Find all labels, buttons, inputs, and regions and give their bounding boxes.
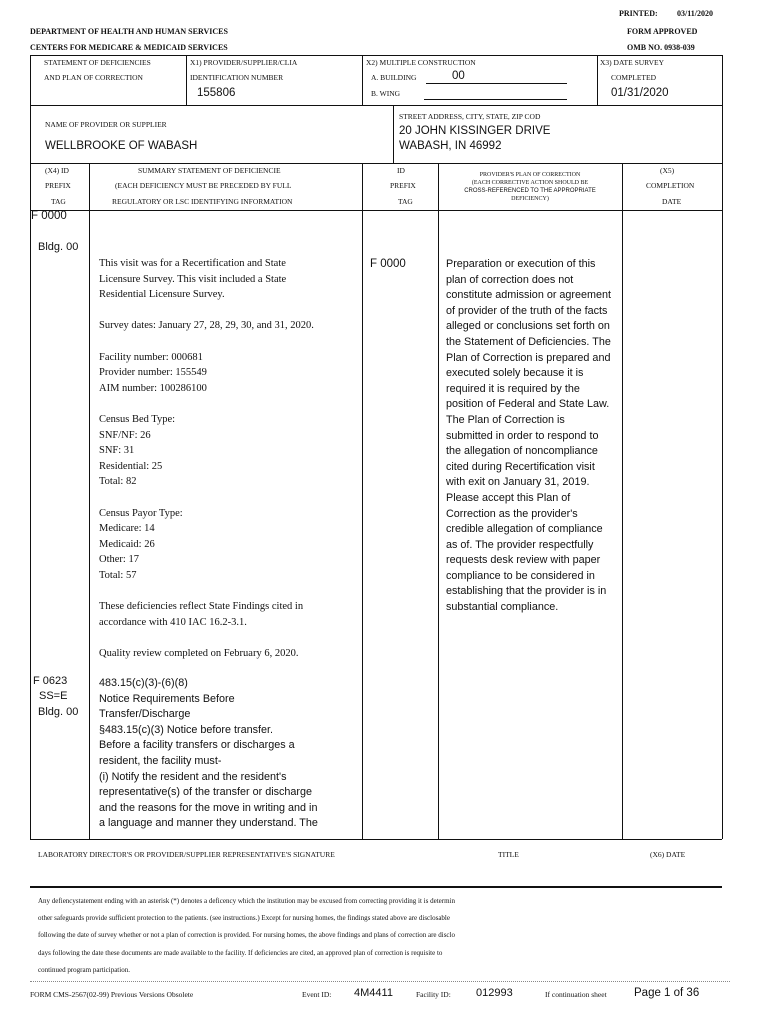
building-value: 00 — [452, 70, 465, 82]
department-title: DEPARTMENT OF HEALTH AND HUMAN SERVICES — [30, 27, 228, 36]
plan-header-2: (EACH CORRECTIVE ACTION SHOULD BE — [471, 180, 589, 186]
printed-label: PRINTED: — [619, 9, 658, 18]
x4-header-3: TAG — [51, 197, 66, 206]
f0623-line: (i) Notify the resident and the resident's — [99, 770, 287, 783]
plan-text — [446, 257, 622, 616]
plan-line: Correction as the provider's — [446, 507, 578, 520]
summary-line: Provider number: 155549 — [99, 367, 207, 379]
form-number: FORM CMS-2567(02-99) Previous Versions Obsolete — [30, 990, 194, 999]
summary-line: Survey dates: January 27, 28, 29, 30, and 31, 2020. — [99, 320, 314, 332]
facility-id-value: 012993 — [476, 987, 513, 999]
plan-header-4: DEFICIENCY) — [511, 196, 549, 202]
summary-line: Quality review completed on February 6, 2020. — [99, 647, 299, 659]
summary-line: Census Payor Type: — [99, 507, 183, 519]
form-approved: FORM APPROVED — [627, 27, 698, 36]
provider-name-label: NAME OF PROVIDER OR SUPPLIER — [45, 120, 167, 129]
summary-line — [99, 396, 361, 412]
summary-header-1: SUMMARY STATEMENT OF DEFICIENCIE — [138, 166, 281, 175]
statement-label-1: STATEMENT OF DEFICIENCIES — [44, 58, 151, 67]
plan-header-1: PROVIDER'S PLAN OF CORRECTION — [479, 172, 581, 178]
plan-line: executed solely because it is — [446, 367, 584, 380]
x5-header-1: (X5) — [660, 166, 675, 175]
f0623-line: Before a facility transfers or discharges a — [99, 739, 295, 752]
summary-line: Residential Licensure Survey. — [99, 289, 225, 301]
wing-label: B. WING — [371, 89, 401, 98]
facility-id-label: Facility ID: — [416, 990, 451, 999]
disclaimer-line: other safeguards provide sufficient protection to the patients. (see instructions.) Except for nursing homes, the findings stated above are disclosable — [38, 914, 450, 923]
plan-line: compliance to be considered in — [446, 569, 595, 582]
disclaimer — [38, 893, 728, 979]
id-header-2: PREFIX — [390, 181, 416, 190]
summary-line — [99, 303, 361, 319]
title-label: TITLE — [498, 850, 519, 859]
provider-id-value: 155806 — [197, 87, 236, 99]
x3-label-1: X3) DATE SURVEY — [600, 58, 664, 67]
summary-line: Total: 57 — [99, 569, 137, 581]
summary-line: Other: 17 — [99, 554, 139, 566]
continuation-label: If continuation sheet — [545, 990, 607, 999]
x1-label-1: X1) PROVIDER/SUPPLIER/CLIA — [190, 58, 298, 67]
date-label: (X6) DATE — [650, 850, 686, 859]
bldg-f0000: Bldg. 00 — [38, 241, 79, 253]
f0623-line: §483.15(c)(3) Notice before transfer. — [99, 723, 274, 736]
x2-label: X2) MULTIPLE CONSTRUCTION — [366, 58, 476, 67]
plan-line: the Statement of Deficiencies. The — [446, 335, 611, 348]
f0623-line: and the reasons for the move in writing and in — [99, 801, 318, 814]
f0623-line: resident, the facility must- — [99, 754, 222, 767]
plan-line: of provider of the truth of the facts — [446, 304, 608, 317]
x4-header-1: (X4) ID — [45, 166, 69, 175]
f0623-line: representative(s) of the transfer or discharge — [99, 786, 313, 799]
tag-f0000: F 0000 — [31, 210, 67, 222]
x4-header-2: PREFIX — [45, 181, 71, 190]
summary-line: AIM number: 100286100 — [99, 382, 207, 394]
disclaimer-line: continued program participation. — [38, 965, 130, 974]
summary-line: Medicare: 14 — [99, 523, 155, 535]
x1-label-2: IDENTIFICATION NUMBER — [190, 73, 284, 82]
summary-line: This visit was for a Recertification and State — [99, 258, 286, 269]
plan-line: alleged or conclusions set forth on — [446, 320, 610, 333]
summary-header-2: (EACH DEFICIENCY MUST BE PRECEDED BY FULL — [115, 181, 292, 190]
summary-line: Medicaid: 26 — [99, 538, 155, 550]
id-header-1: ID — [397, 166, 405, 175]
summary-line — [99, 583, 361, 599]
plan-line: required it is required by the — [446, 382, 580, 395]
plan-line: the allegation of noncompliance — [446, 445, 598, 458]
omb-number: OMB NO. 0938-039 — [627, 43, 695, 52]
summary-line — [99, 334, 361, 350]
summary-line: accordance with 410 IAC 16.2-3.1. — [99, 616, 247, 628]
plan-line: plan of correction does not — [446, 273, 574, 286]
plan-line: substantial compliance. — [446, 601, 559, 614]
plan-line: credible allegation of compliance — [446, 523, 603, 536]
summary-line: These deficiencies reflect State Findings cited in — [99, 601, 304, 613]
summary-line: Total: 82 — [99, 476, 137, 488]
x3-label-2: COMPLETED — [611, 73, 656, 82]
printed-date: 03/11/2020 — [677, 9, 714, 18]
plan-header-3: CROSS-REFERENCED TO THE APPROPRIATE — [464, 188, 596, 194]
event-id-label: Event ID: — [302, 990, 332, 999]
survey-date-value: 01/31/2020 — [611, 87, 669, 99]
summary-header-3: REGULATORY OR LSC IDENTIFYING INFORMATION — [112, 197, 293, 206]
summary-line: Residential: 25 — [99, 460, 163, 472]
x5-header-2: COMPLETION — [646, 181, 695, 190]
id-header-3: TAG — [398, 197, 413, 206]
plan-line: as of. The provider respectfully — [446, 538, 594, 551]
f0623-line: 483.15(c)(3)-(6)(8) — [99, 677, 188, 689]
plan-line: submitted in order to respond to — [446, 429, 599, 442]
tag-f0000-right: F 0000 — [370, 258, 406, 270]
summary-line: Facility number: 000681 — [99, 351, 203, 363]
disclaimer-line: Any defiencystatement ending with an asterisk (*) denotes a deficency which the institution may be excused from correcting providing it is determin — [38, 897, 455, 905]
address-line-2: WABASH, IN 46992 — [399, 140, 502, 152]
plan-line: position of Federal and State Law. — [446, 398, 610, 411]
event-id-value: 4M4411 — [354, 987, 393, 999]
ss-f0623: SS=E — [39, 690, 68, 702]
f0623-line: a language and manner they understand. The — [99, 817, 318, 830]
f0623-line: Notice Requirements Before — [99, 692, 235, 705]
disclaimer-line: following the date of survey whether or not a plan of correction is provided. For nursing homes, the above findings and plans of correction are disclo — [38, 931, 455, 940]
address-line-1: 20 JOHN KISSINGER DRIVE — [399, 125, 551, 137]
page-number: Page 1 of 36 — [634, 987, 700, 999]
provider-name-value: WELLBROOKE OF WABASH — [45, 140, 198, 152]
summary-line: SNF/NF: 26 — [99, 429, 151, 441]
summary-line: Licensure Survey. This visit included a State — [99, 273, 287, 285]
summary-text — [99, 256, 361, 661]
address-label: STREET ADDRESS, CITY, STATE, ZIP COD — [399, 112, 541, 121]
tag-f0623: F 0623 — [33, 675, 68, 687]
statement-label-2: AND PLAN OF CORRECTION — [44, 73, 143, 82]
plan-line: Preparation or execution of this — [446, 258, 596, 270]
summary-line: Census Bed Type: — [99, 413, 176, 425]
summary-line: SNF: 31 — [99, 445, 135, 457]
plan-line: with exit on January 31, 2019. — [446, 476, 590, 489]
f0623-text — [99, 676, 361, 832]
centers-title: CENTERS FOR MEDICARE & MEDICAID SERVICES — [30, 43, 228, 52]
plan-line: The Plan of Correction is — [446, 413, 565, 426]
disclaimer-line: days following the date these documents are made available to the facility. If deficiencies are cited, an approved plan of correction is requisite to — [38, 948, 443, 957]
f0623-line: Transfer/Discharge — [99, 708, 191, 721]
plan-line: Plan of Correction is prepared and — [446, 351, 611, 364]
summary-line — [99, 630, 361, 646]
bldg-f0623: Bldg. 00 — [38, 706, 79, 718]
building-label: A. BUILDING — [371, 73, 417, 82]
plan-line: requests desk review with paper — [446, 554, 601, 567]
plan-line: constitute admission or agreement — [446, 289, 612, 302]
plan-line: cited during Recertification visit — [446, 460, 595, 473]
x5-header-3: DATE — [662, 197, 682, 206]
plan-line: establishing that the provider is in — [446, 585, 607, 598]
director-signature-label: LABORATORY DIRECTOR'S OR PROVIDER/SUPPLIER REPRESENTATIVE'S SIGNATURE — [38, 850, 335, 859]
summary-line — [99, 490, 361, 506]
plan-line: Please accept this Plan of — [446, 491, 571, 504]
